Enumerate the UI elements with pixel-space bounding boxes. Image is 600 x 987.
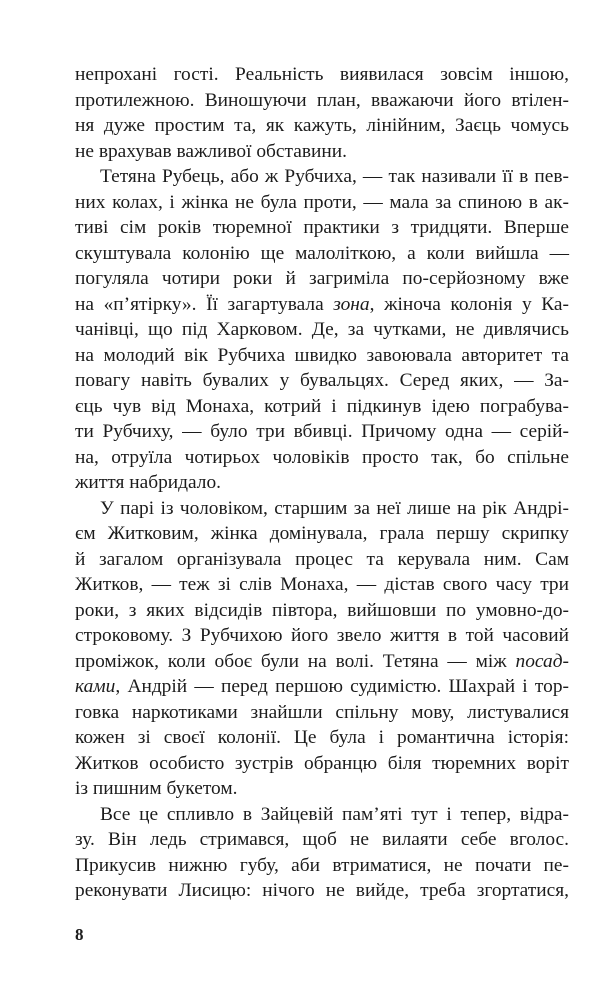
text-line: кожен зі своєї колонії. Це була і романтична історія: [75,727,569,748]
text-line: зу. Він ледь стримався, щоб не вилаяти себе вголос. [75,829,569,850]
emphasis: зона [333,293,370,315]
page-number: 8 [75,925,84,944]
text-line: протилежною. Виношуючи план, вважаючи його втілен- [75,89,569,111]
emphasis: ками [75,676,116,697]
text-line: непрохані гості. Реальність виявилася зовсім іншою, [75,64,569,85]
text-line: реконувати Лисицю: нічого не вийде, треба згортатися, [75,880,569,901]
text-line: говка наркотиками знайшли спільну мову, листувалися [75,701,569,723]
text-line: ти Рубчиху, — було три вбивці. Причому одна — серій- [75,421,569,442]
text-line: на молодий вік Рубчиха швидко завоювала авторитет та [75,344,569,366]
paragraph [75,164,569,496]
emphasis: посад- [515,650,569,672]
text-line: ня дуже простим та, як кажуть, лінійним, Заєць чомусь [75,115,569,136]
text-line: погуляла чотири роки й загриміла по-серйозному вже [75,268,569,289]
text-line: Житков, — теж зі слів Монаха, — дістав свого часу три [75,574,569,595]
text-line: них колах, і жінка не була проти, — мала за спиною в ак- [75,191,569,213]
text-line: У парі із чоловіком, старшим за неї лише на рік Андрі- [100,497,569,519]
text-line: Тетяна Рубець, або ж Рубчиха, — так називали її в пев- [100,166,569,187]
text-line: строковому. З Рубчихою його звело життя в той часовий [75,625,569,646]
text-line: із пишним букетом. [75,778,238,799]
text-line: ками, Андрій — перед першою судимістю. Шахрай і тор- [75,676,569,697]
text-line: й загалом організувала процес та керувала ним. Сам [75,548,569,570]
text-line: тиві сім років тюремної практики з тридцяти. Вперше [75,217,569,238]
text-line: не врахував важливої обставини. [75,140,347,162]
text-line: проміжок, коли обоє були на волі. Тетяна — між посад- [75,650,569,672]
text-line: чанівці, що під Харковом. Де, за чутками, не дивлячись [75,319,569,340]
text-line: на «п’ятірку». Її загартувала зона, жіноча колонія у Ка- [75,293,569,315]
text-line: скуштувала колонію ще малоліткою, а коли вийшла — [75,242,569,264]
text-line: єць чув від Монаха, котрий і підкинув ідею пограбува- [75,395,569,417]
text-line: Все це спливло в Зайцевій пам’яті тут і тепер, відра- [100,803,569,825]
text-line: роки, з яких відсидів півтора, вийшовши по умовно-до- [75,599,569,621]
body-text [75,62,569,904]
text-line: Прикусив нижню губу, аби втриматися, не почати пе- [75,854,569,876]
text-line: життя набридало. [75,472,222,493]
paragraph [75,496,569,802]
paragraph [75,802,569,904]
text-line: Житков особисто зустрів обранцю біля тюремних воріт [75,752,569,774]
text-line: повагу навіть бувалих у бувальцях. Серед яких, — За- [75,370,569,391]
paragraph [75,62,569,164]
text-line: на, отруїла чотирьох чоловіків просто так, бо спільне [75,446,569,468]
text-line: єм Житковим, жінка домінувала, грала першу скрипку [75,523,569,544]
